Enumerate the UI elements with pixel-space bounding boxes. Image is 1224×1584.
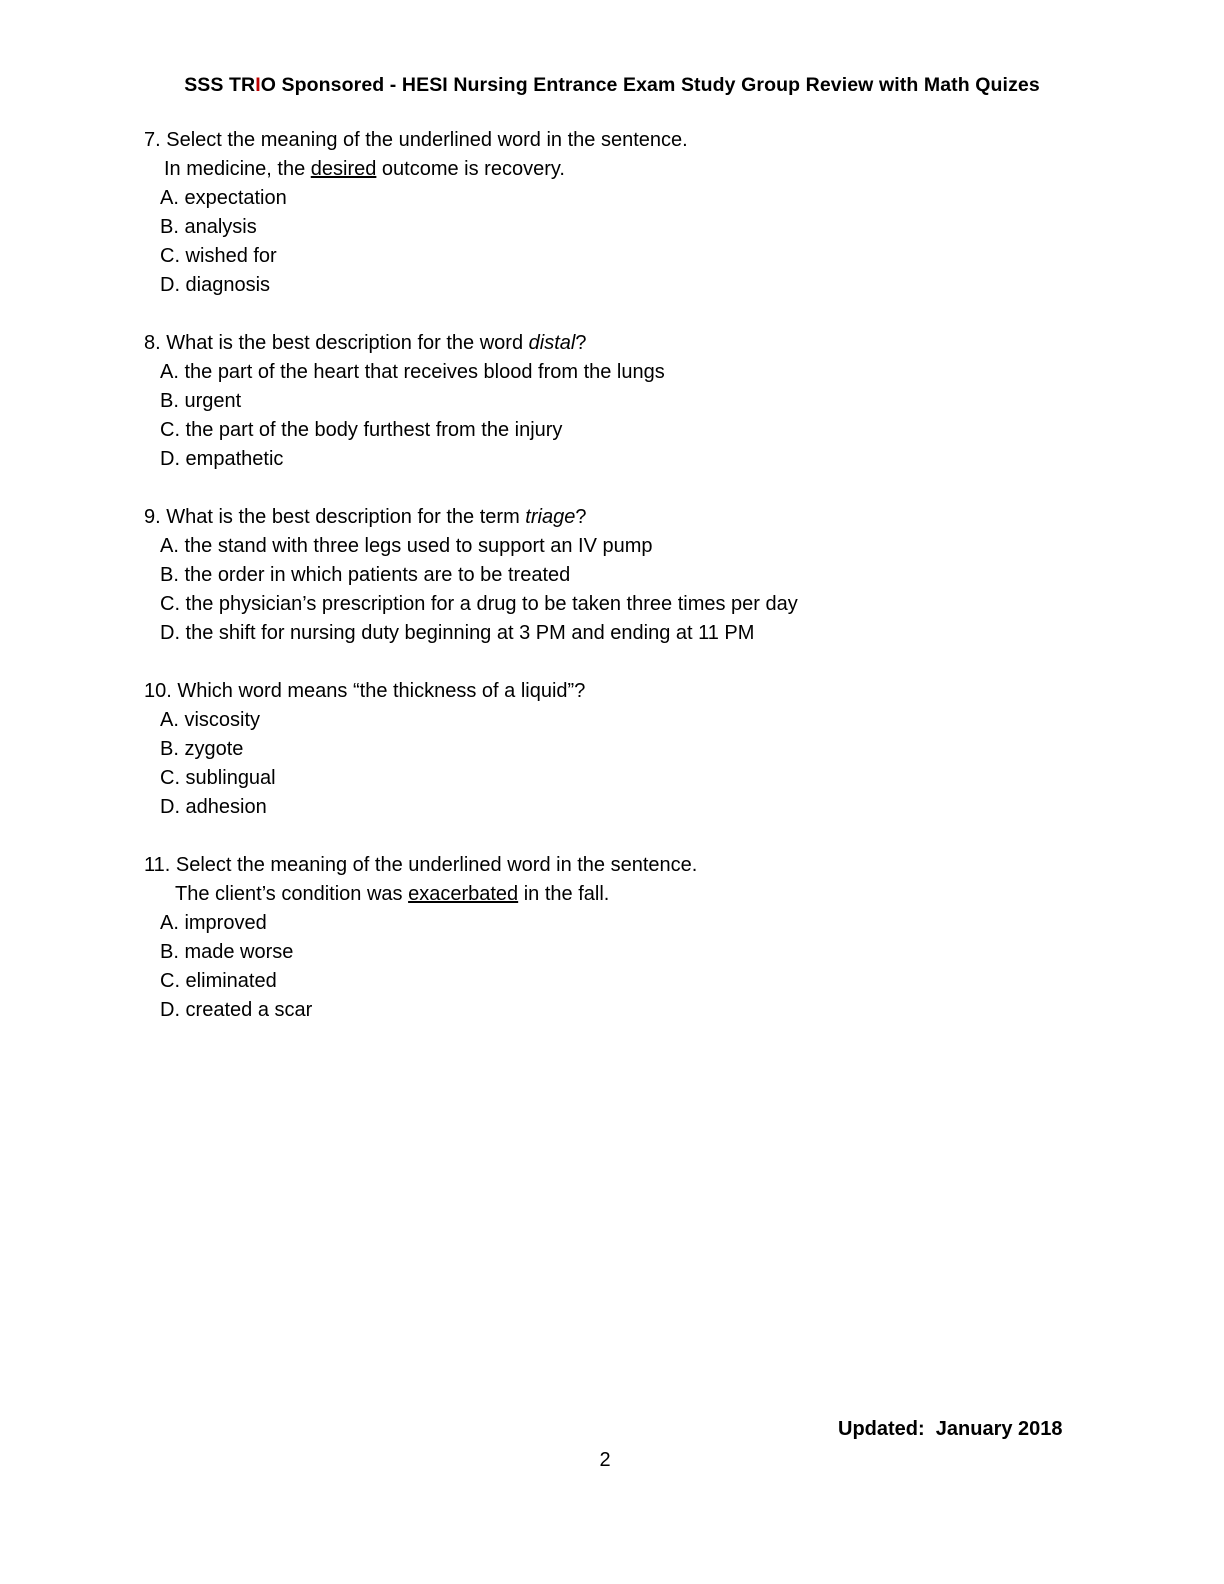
header-accent-letter: I — [255, 74, 261, 96]
answer-option-a: A. viscosity — [160, 709, 261, 731]
sentence-text: In medicine, the — [164, 158, 311, 180]
answer-option-a: A. expectation — [160, 187, 287, 209]
question-10 — [144, 677, 1104, 822]
question-prompt — [144, 503, 1104, 532]
prompt-text: ? — [575, 332, 587, 354]
question-11 — [144, 851, 1104, 1025]
answer-option-d: D. empathetic — [160, 448, 284, 470]
updated-date: Updated: January 2018 — [838, 1418, 1063, 1440]
answer-option-c: C. eliminated — [160, 970, 277, 992]
answer-option-a: A. the part of the heart that receives blood from the lungs — [160, 361, 665, 383]
underlined-word: exacerbated — [408, 883, 519, 905]
question-prompt: 11. Select the meaning of the underlined word in the sentence. — [144, 854, 698, 876]
answer-option-c: C. sublingual — [160, 767, 276, 789]
question-sentence — [144, 155, 1104, 184]
italic-term: triage — [525, 506, 576, 528]
question-prompt: 7. Select the meaning of the underlined word in the sentence. — [144, 129, 688, 151]
italic-term: distal — [528, 332, 576, 354]
question-list — [144, 126, 1104, 1054]
answer-option-c: C. the part of the body furthest from the injury — [160, 419, 563, 441]
page-number: 2 — [599, 1449, 611, 1471]
answer-option-c: C. wished for — [160, 245, 277, 267]
answer-option-d: D. the shift for nursing duty beginning at 3 PM and ending at 11 PM — [160, 622, 755, 644]
header-text-start: SSS TR — [184, 74, 256, 96]
answer-option-b: B. analysis — [160, 216, 257, 238]
answer-option-a: A. the stand with three legs used to support an IV pump — [160, 535, 653, 557]
question-9 — [144, 503, 1104, 648]
prompt-text: 9. What is the best description for the term — [144, 506, 526, 528]
question-8 — [144, 329, 1104, 474]
answer-option-d: D. diagnosis — [160, 274, 271, 296]
header-text-end: O Sponsored - HESI Nursing Entrance Exam Study Group Review with Math Quizes — [260, 74, 1040, 96]
question-sentence — [144, 880, 1104, 909]
sentence-text: outcome is recovery. — [376, 158, 565, 180]
question-prompt: 10. Which word means “the thickness of a liquid”? — [144, 680, 586, 702]
answer-option-b: B. the order in which patients are to be treated — [160, 564, 571, 586]
answer-option-b: B. zygote — [160, 738, 244, 760]
answer-option-d: D. created a scar — [160, 999, 313, 1021]
document-header — [0, 74, 1224, 97]
prompt-text: 8. What is the best description for the word — [144, 332, 529, 354]
answer-option-c: C. the physician’s prescription for a drug to be taken three times per day — [160, 593, 798, 615]
answer-option-a: A. improved — [160, 912, 267, 934]
question-7 — [144, 126, 1104, 300]
sentence-text: The client’s condition was — [175, 883, 409, 905]
answer-option-d: D. adhesion — [160, 796, 267, 818]
prompt-text: ? — [575, 506, 587, 528]
answer-option-b: B. made worse — [160, 941, 294, 963]
sentence-text: in the fall. — [518, 883, 610, 905]
question-prompt — [144, 329, 1104, 358]
underlined-word: desired — [310, 158, 377, 180]
answer-option-b: B. urgent — [160, 390, 242, 412]
